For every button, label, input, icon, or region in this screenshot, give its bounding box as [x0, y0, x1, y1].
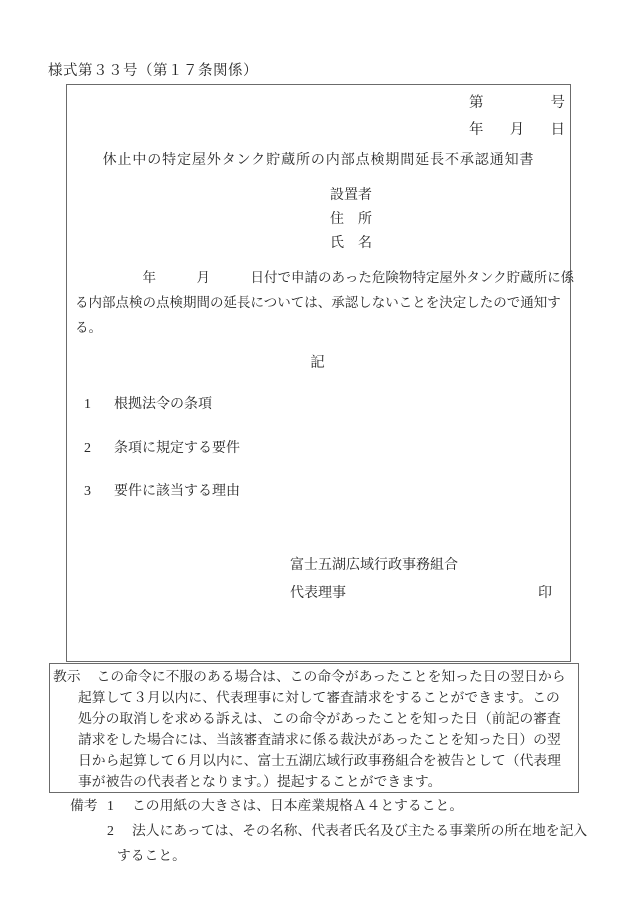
kyoji-line-text: この命令に不服のある場合は、この命令があったことを知った日の翌日から: [96, 669, 566, 684]
kyoji-label: 教示: [53, 669, 81, 684]
item-label: 要件に該当する理由: [114, 484, 240, 499]
biko-item-line: すること。: [117, 848, 186, 863]
kyoji-line: 日から起算して６月以内に、富士五湖広域行政事務組合を被告として（代表理: [78, 753, 561, 768]
biko-section: [70, 793, 587, 868]
kyoji-line: 事が被告の代表者となります。）提起することができます。: [78, 774, 442, 789]
date-day-label: 日: [550, 122, 565, 138]
items-list: [84, 394, 240, 525]
body-line: る内部点検の点検期間の延長については、承認しないことを決定したので通知す: [75, 295, 561, 310]
biko-item: [107, 818, 587, 868]
body-line: 年 月 日付で申請のあった危険物特定屋外タンク貯蔵所に係: [75, 270, 575, 285]
biko-items: [107, 793, 587, 868]
biko-label: 備考: [70, 798, 98, 813]
kyoji-line: 起算して３月以内に、代表理事に対して審査請求をすることができます。この: [78, 690, 560, 705]
item-number: 1: [84, 397, 91, 412]
document-title: 休止中の特定屋外タンク貯蔵所の内部点検期間延長不承認通知書: [102, 153, 535, 168]
doc-meta: [469, 88, 565, 142]
doc-number-row: [469, 88, 565, 115]
kyoji-line: 請求をした場合には、当該審査請求に係る裁決があったことを知った日）の翌: [78, 732, 561, 747]
form-number-label: 様式第３３号（第１７条関係）: [48, 63, 258, 79]
date-year-label: 年: [469, 122, 484, 138]
doc-number-prefix: 第: [469, 95, 484, 111]
biko-item-line: 法人にあっては、その名称、代表者氏名及び主たる事業所の所在地を記入: [132, 823, 588, 838]
item-number: 3: [84, 484, 91, 499]
ki-heading: 記: [310, 355, 327, 371]
item-row: [84, 438, 240, 459]
addressee-address-label: 住 所: [330, 212, 372, 227]
biko-item-number: 1: [107, 798, 114, 813]
main-box: [66, 84, 575, 662]
biko-item-line: この用紙の大きさは、日本産業規格Ａ４とすること。: [132, 798, 464, 813]
kyoji-line: [53, 666, 572, 687]
kyoji-box: [49, 663, 579, 793]
item-label: 根拠法令の条項: [114, 397, 212, 412]
doc-number-suffix: 号: [550, 95, 565, 111]
item-number: 2: [84, 440, 91, 456]
body-line: る。: [75, 320, 102, 335]
signature-role: 代表理事: [290, 586, 346, 601]
biko-item-number: 2: [107, 823, 114, 838]
kyoji-line: 処分の取消しを求める訴えは、この命令があったことを知った日（前記の審査: [78, 711, 561, 726]
item-row: [84, 394, 240, 415]
item-row: [84, 481, 240, 502]
addressee-block: [330, 184, 372, 256]
signature-org: 富士五湖広域行政事務組合: [290, 558, 458, 573]
date-row: [469, 115, 565, 142]
addressee-name-label: 氏 名: [330, 236, 372, 251]
seal-label: 印: [538, 586, 552, 601]
item-label: 条項に規定する要件: [114, 440, 240, 456]
addressee-installer-label: 設置者: [330, 188, 372, 203]
date-month-label: 月: [509, 122, 525, 138]
body-paragraph: [75, 265, 574, 340]
biko-item: [107, 793, 587, 818]
